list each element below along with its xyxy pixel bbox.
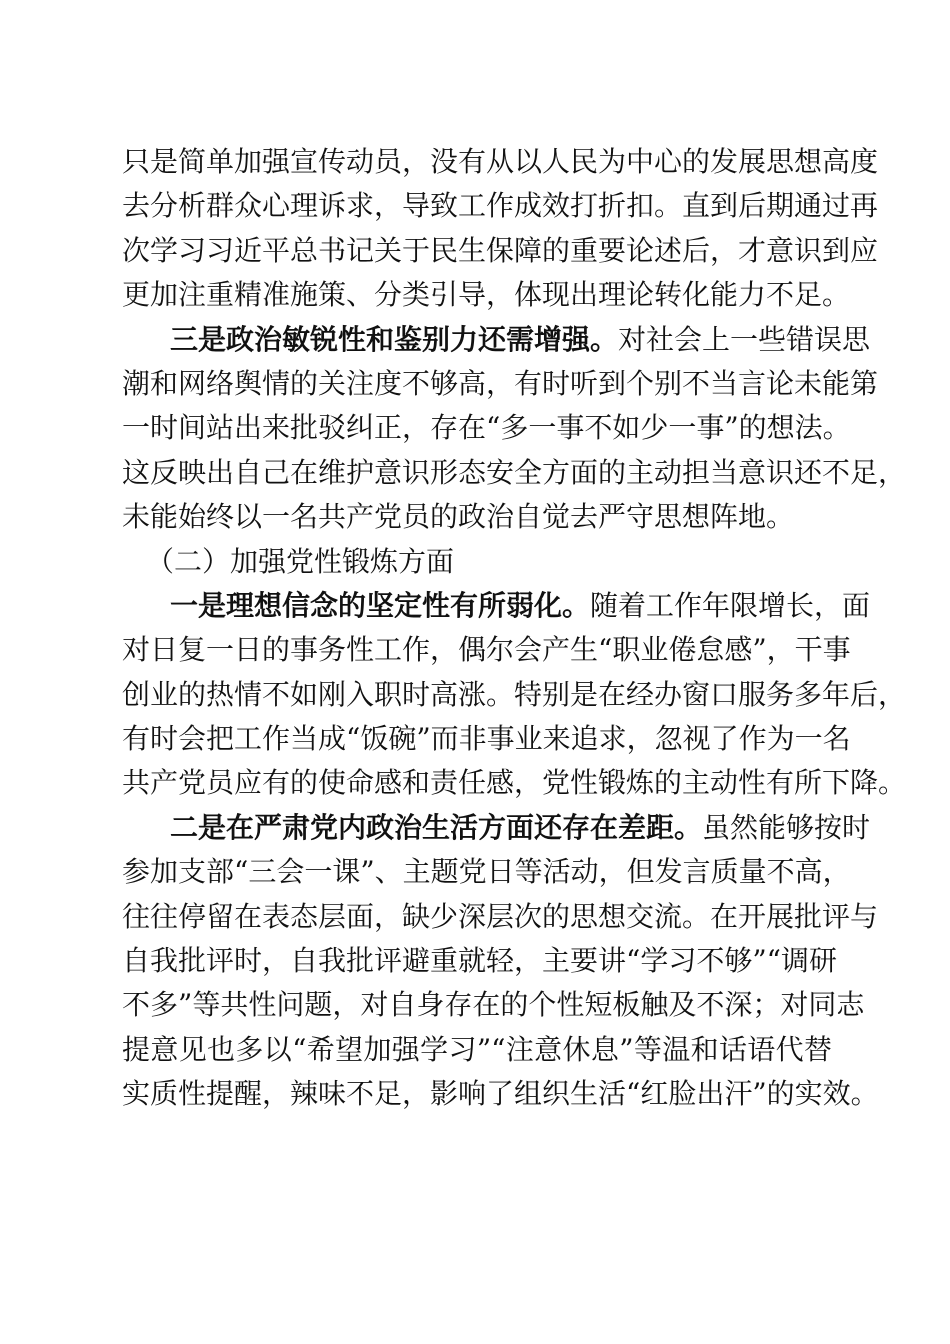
line-text: 有时会把工作当成“饭碗”而非事业来追求，忽视了作为一名 [122,722,851,756]
line-text: 只是简单加强宣传动员，没有从以人民为中心的发展思想高度 [122,145,879,178]
text-line [122,584,871,628]
text-line [122,806,871,850]
text-line [122,140,879,184]
line-text: 往往停留在表态层面，缺少深层次的思想交流。在开展批评与 [122,899,879,933]
bold-lead-sentence: 一是理想信念的坚定性有所弱化。 [170,588,591,622]
text-line [122,229,879,273]
text-line [122,628,851,672]
paragraph [122,584,907,806]
text-line [122,895,879,939]
paragraph [122,140,879,318]
bold-lead-sentence: 三是政治敏锐性和鉴别力还需增强。 [170,322,619,356]
text-line [122,983,865,1027]
line-text: 这反映出自己在维护意识形态安全方面的主动担当意识还不足， [122,455,907,489]
line-text: 参加支部“三会一课”、主题党日等活动，但发言质量不高， [122,855,851,889]
text-line [122,717,851,761]
text-line [122,184,879,228]
line-text: 创业的热情不如刚入职时高涨。特别是在经办窗口服务多年后， [122,677,907,711]
bold-lead-sentence: 二是在严肃党内政治生活方面还存在差距。 [170,810,703,844]
section-heading [122,540,832,584]
text-line [122,540,832,584]
line-text: 不多”等共性问题，对自身存在的个性短板触及不深；对同志 [122,988,865,1022]
line-text: 未能始终以一名共产党员的政治自觉去严守思想阵地。 [122,500,795,534]
text-line [122,451,907,495]
line-text: 共产党员应有的使命感和责任感，党性锻炼的主动性有所下降。 [122,766,907,800]
text-line [122,273,851,317]
text-line [122,673,907,717]
line-text: 对社会上一些错误思 [618,322,871,356]
paragraph [122,806,879,1117]
line-text: （二）加强党性锻炼方面 [146,544,455,578]
document-body [122,140,907,1117]
text-line [122,495,832,539]
line-text: 去分析群众心理诉求，导致工作成效打折扣。直到后期通过再 [122,189,879,223]
text-line [122,939,837,983]
text-line [122,850,851,894]
text-line [122,761,907,805]
text-line [122,362,879,406]
line-text: 潮和网络舆情的关注度不够高，有时听到个别不当言论未能第 [122,366,879,400]
line-text: 提意见也多以“希望加强学习”“注意休息”等温和话语代替 [122,1032,832,1066]
line-text: 次学习习近平总书记关于民生保障的重要论述后，才意识到应 [122,233,879,267]
line-text: 更加注重精准施策、分类引导，体现出理论转化能力不足。 [122,278,851,312]
text-line [122,318,871,362]
line-text: 虽然能够按时 [702,810,871,844]
text-line [122,406,851,450]
line-text: 随着工作年限增长，面 [590,588,871,622]
paragraph [122,318,907,540]
line-text: 对日复一日的事务性工作，偶尔会产生“职业倦怠感”，干事 [122,633,851,667]
text-line [122,1028,832,1072]
line-text: 自我批评时，自我批评避重就轻，主要讲“学习不够”“调研 [122,944,837,978]
line-text: 实质性提醒，辣味不足，影响了组织生活“红脸出汗”的实效。 [122,1077,879,1111]
text-line [122,1072,879,1116]
line-text: 一时间站出来批驳纠正，存在“多一事不如少一事”的想法。 [122,411,851,445]
